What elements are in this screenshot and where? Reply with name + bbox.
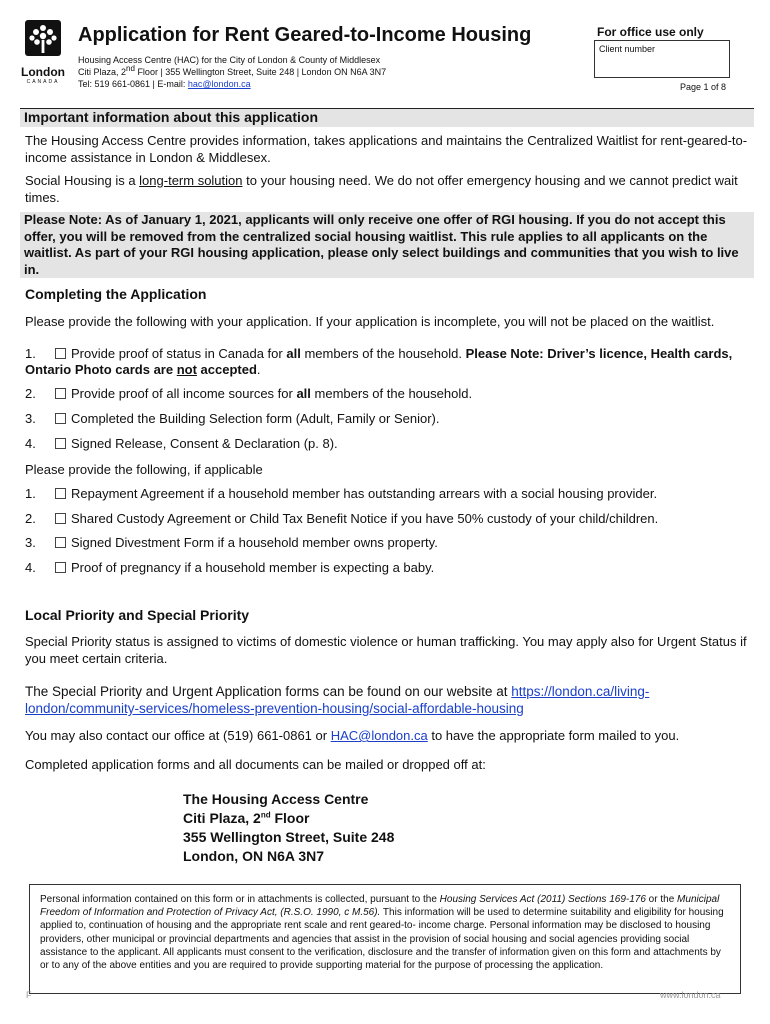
contact-line-2: Citi Plaza, 2nd Floor | 355 Wellington Street, Suite 248 | London ON N6A 3N7 [78, 64, 387, 77]
applicable-intro: Please provide the following, if applicable [25, 462, 263, 477]
mailing-address [183, 790, 394, 866]
footer-website: www.london.ca [660, 990, 721, 1000]
contact-info [78, 54, 386, 90]
website-link[interactable]: https://london.ca/living-london/community-services/homeless-prevention-housing/social-affordable-housing [25, 684, 650, 716]
list-item: 1. Repayment Agreement if a household member has outstanding arrears with a social housing provider. [25, 486, 658, 501]
address-line-3: 355 Wellington Street, Suite 248 [183, 829, 395, 845]
mail-paragraph: Completed application forms and all documents can be mailed or dropped off at: [25, 757, 486, 772]
list-item: 1. Provide proof of status in Canada for all members of the household. Please Note: Driver’s licence, Health cards, Ontario Photo cards are not accepted. [25, 346, 733, 377]
checkbox[interactable] [55, 438, 66, 449]
completing-heading: Completing the Application [25, 286, 207, 302]
checkbox[interactable] [55, 413, 66, 424]
list-item: 2. Shared Custody Agreement or Child Tax Benefit Notice if you have 50% custody of your child/children. [25, 511, 659, 526]
list-item: 4. Signed Release, Consent & Declaration (p. 8). [25, 436, 338, 451]
checkbox[interactable] [55, 562, 66, 573]
priority-heading: Local Priority and Special Priority [25, 607, 250, 623]
checkbox[interactable] [55, 537, 66, 548]
contact-line-1: Housing Access Centre (HAC) for the City of London & County of Middlesex [78, 55, 381, 65]
client-number-field[interactable] [594, 40, 730, 78]
checkbox[interactable] [55, 488, 66, 499]
priority-paragraph: Special Priority status is assigned to victims of domestic violence or human trafficking. You may apply also for Urgent Status if you meet certain criteria. [25, 634, 747, 666]
completing-intro: Please provide the following with your application. If your application is incomplete, you will not be placed on the waitlist. [25, 314, 715, 329]
address-line-1: The Housing Access Centre [183, 791, 369, 807]
contact-paragraph: You may also contact our office at (519) 661-0861 or HAC@london.ca to have the appropriate form mailed to you. [25, 728, 680, 743]
logo-text: London [21, 65, 65, 79]
privacy-notice: Personal information contained on this form or in attachments is collected, pursuant to the Housing Services Act (2011) Sections 169-176 or the Municipal Freedom of Information and Protection of Privacy Act, (R.S.O. 1990, c M.56). This information will be used to determine suitability and eligibility for housing applied to, continuation of housing and the appropriate rent scale and rent geared-to- income charge. Personal information may be disclosed to housing providers, other municipal or provincial departments and agencies that assist in the provision of social housing and social agencies providing social assistance to the applicant. All applicants must consent to the verification, disclosure and the transfer of information given on this form and attachments by or to any of the above entities and you are required to provide supporting material for the purpose of processing the application. [29, 884, 741, 994]
list-item: 2. Provide proof of all income sources for all members of the household. [25, 386, 473, 401]
checkbox[interactable] [55, 513, 66, 524]
intro-paragraph: The Housing Access Centre provides information, takes applications and maintains the Centralized Waitlist for rent-geared-to-income assistance in London & Middlesex. [25, 133, 748, 165]
page-number: Page 1 of 8 [680, 82, 727, 92]
checkbox[interactable] [55, 348, 66, 359]
client-number-label: Client number [599, 44, 656, 54]
social-housing-paragraph: Social Housing is a long-term solution to your housing need. We do not offer emergency housing and we cannot predict wait times. [25, 173, 738, 205]
address-line-2: Citi Plaza, 2nd Floor [183, 810, 310, 826]
page-title: Application for Rent Geared-to-Income Housing [78, 24, 532, 46]
list-item: 3. Signed Divestment Form if a household member owns property. [25, 535, 438, 550]
important-info-heading: Important information about this application [20, 108, 754, 127]
list-item: 3. Completed the Building Selection form (Adult, Family or Senior). [25, 411, 440, 426]
london-logo [20, 18, 66, 85]
address-line-4: London, ON N6A 3N7 [183, 848, 325, 864]
please-note-box: Please Note: As of January 1, 2021, applicants will only receive one offer of RGI housing. If you do not accept this offer, you will be removed from the centralized social housing waitlist. This rule applies to all applicants on the waitlist. As part of your RGI housing application, please only select buildings and communities that you wish to live in. [20, 212, 754, 278]
contact-line-3: Tel: 519 661-0861 | E-mail: hac@london.ca [78, 79, 251, 89]
logo-subtext: CANADA [26, 79, 60, 85]
forms-paragraph: The Special Priority and Urgent Application forms can be found on our website at https://london.ca/living-london/community-services/homeless-prevention-housing/social-affordable-housing [25, 684, 650, 716]
checkbox[interactable] [55, 388, 66, 399]
email-link[interactable]: hac@london.ca [187, 79, 251, 89]
list-item: 4. Proof of pregnancy if a household member is expecting a baby. [25, 560, 435, 575]
hac-email-link[interactable]: HAC@london.ca [330, 728, 428, 743]
footer-form-id: F [26, 990, 32, 1000]
tree-icon [20, 18, 66, 62]
office-use-label: For office use only [597, 25, 704, 39]
